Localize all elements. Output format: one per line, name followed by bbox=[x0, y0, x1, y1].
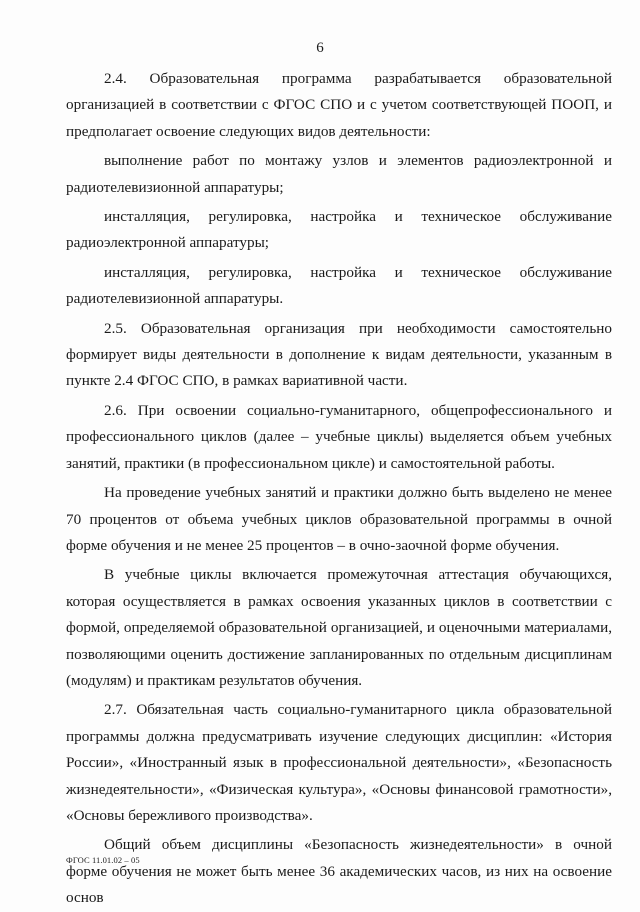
paragraph-attestation: В учебные циклы включается промежуточная аттестация обучающихся, которая осуществляется в рамках освоения указанных циклов в соответствии с формой, определяемой образовательной организацией, и оценочными материалами, позволяющими оценить достижение запланированных по отдельным дисциплинам (модулям) и практикам результатов обучения. bbox=[66, 566, 612, 689]
paragraph-study-hours: На проведение учебных занятий и практики должно быть выделено не менее 70 процентов от объема учебных циклов образовательной программы в очной форме обучения и не менее 25 процентов – в очно-заочной форме обучения. bbox=[66, 484, 612, 554]
paragraph-2-4: 2.4. Образовательная программа разрабатывается образовательной организацией в соответствии с ФГОС СПО и с учетом соответствующей ПООП, и предполагает освоение следующих видов деятельности: bbox=[66, 70, 612, 140]
document-body bbox=[66, 66, 612, 912]
page-number: 6 bbox=[316, 40, 324, 56]
activity-item-2: инсталляция, регулировка, настройка и техническое обслуживание радиоэлектронной аппаратуры; bbox=[66, 208, 612, 252]
paragraph-2-7: 2.7. Обязательная часть социально-гуманитарного цикла образовательной программы должна предусматривать изучение следующих дисциплин: «История России», «Иностранный язык в профессиональной деятельности», «Безопасность жизнедеятельности», «Физическая культура», «Основы финансовой грамотности», «Основы бережливого производства». bbox=[66, 701, 612, 824]
paragraph-bzd-hours: Общий объем дисциплины «Безопасность жизнедеятельности» в очной форме обучения не может быть менее 36 академических часов, из них на освоение основ bbox=[66, 836, 612, 907]
activity-item-3: инсталляция, регулировка, настройка и техническое обслуживание радиотелевизионной аппаратуры. bbox=[66, 263, 612, 308]
paragraph-2-6: 2.6. При освоении социально-гуманитарного, общепрофессионального и профессионального циклов (далее – учебные циклы) выделяется объем учебных занятий, практики (в профессиональном цикле) и самостоятельной работы. bbox=[66, 401, 612, 472]
paragraph-2-5: 2.5. Образовательная организация при необходимости самостоятельно формирует виды деятельности в дополнение к видам деятельности, указанным в пункте 2.4 ФГОС СПО, в рамках вариативной части. bbox=[66, 319, 612, 390]
document-footer-code: ФГОС 11.01.02 – 05 bbox=[66, 855, 140, 865]
activity-item-1: выполнение работ по монтажу узлов и элементов радиоэлектронной и радиотелевизионной аппаратуры; bbox=[66, 152, 612, 196]
